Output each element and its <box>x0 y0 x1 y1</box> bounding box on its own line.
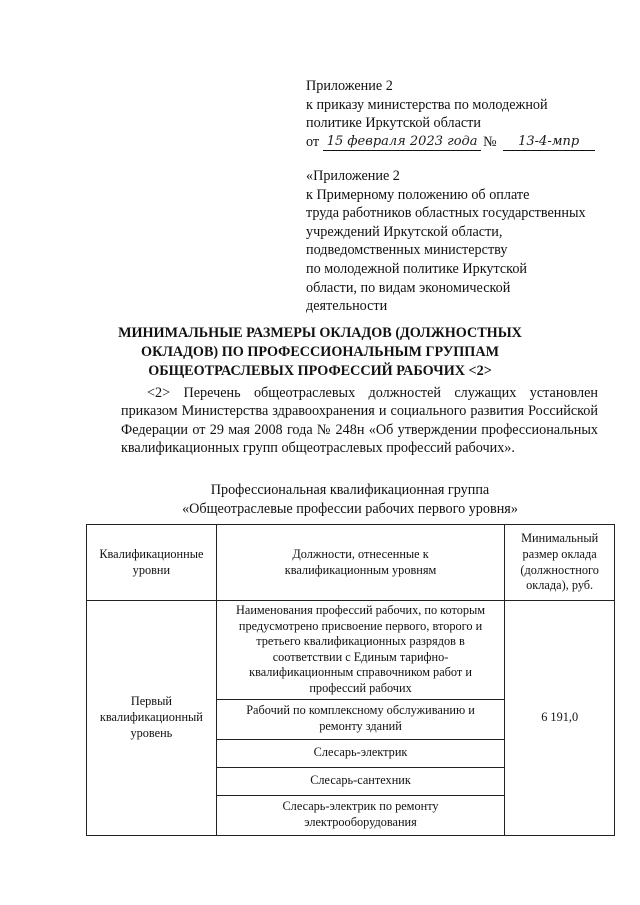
position-cell <box>216 767 505 795</box>
position-text: Слесарь-электрик <box>313 745 408 760</box>
appendix-line: к приказу министерства по молодежной <box>306 96 548 113</box>
level-text: квалификационный <box>99 709 203 724</box>
note-line: <2> Перечень общеотраслевых должностей служащих установлен <box>147 385 598 401</box>
note-line: квалификационных групп общеотраслевых профессий рабочих». <box>121 440 515 457</box>
title-line: МИНИМАЛЬНЫЕ РАЗМЕРЫ ОКЛАДОВ (ДОЛЖНОСТНЫХ <box>118 325 522 341</box>
group-line: Профессиональная квалификационная группа <box>210 482 490 498</box>
position-text: квалификационным справочником работ и <box>249 665 472 680</box>
header-text: Должности, отнесенные к <box>292 546 429 561</box>
position-cell <box>216 601 505 700</box>
reference-line: «Приложение 2 <box>306 168 400 184</box>
handwritten-date: 15 февраля 2023 года <box>323 134 481 151</box>
group-heading <box>0 481 640 518</box>
regulation-reference <box>306 167 586 316</box>
salary-cell: 6 191,0 <box>505 601 615 836</box>
appendix-line: Приложение 2 <box>306 78 393 94</box>
header-positions <box>216 525 505 601</box>
appendix-header <box>306 77 595 151</box>
header-text: Квалификационные <box>99 546 204 561</box>
appendix-line: политике Иркутской области <box>306 115 481 132</box>
reference-line: деятельности <box>306 298 388 315</box>
note-line: приказом Министерства здравоохранения и социального развития Российской <box>121 403 598 420</box>
position-text: профессий рабочих <box>309 680 412 695</box>
reference-line: области, по видам экономической <box>306 279 511 296</box>
header-text: оклада), руб. <box>526 578 594 593</box>
position-text: ремонту зданий <box>319 719 402 734</box>
position-text: Слесарь-электрик по ремонту <box>282 799 439 814</box>
title-line: ОБЩЕОТРАСЛЕВЫХ ПРОФЕССИЙ РАБОЧИХ <2> <box>148 363 492 379</box>
level-text: Первый <box>130 694 172 709</box>
group-line: «Общеотраслевые профессии рабочих первого уровня» <box>182 500 518 517</box>
header-text: (должностного <box>520 562 599 577</box>
header-salary <box>505 525 615 601</box>
level-text: уровень <box>130 725 173 740</box>
reference-line: учреждений Иркутской области, <box>306 223 503 240</box>
position-text: третьего квалификационных разрядов в <box>256 634 465 649</box>
note-line: Федерации от 29 мая 2008 года № 248н «Об утверждении профессиональных <box>121 421 598 438</box>
footnote-paragraph <box>121 384 598 458</box>
position-cell <box>216 699 505 739</box>
header-text: размер оклада <box>522 546 597 561</box>
header-text: квалификационным уровням <box>284 562 437 577</box>
table-row <box>87 601 615 700</box>
table-header-row <box>87 525 615 601</box>
position-text: Рабочий по комплексному обслуживанию и <box>246 703 475 718</box>
number-label: № <box>483 133 497 150</box>
from-label: от <box>306 133 320 150</box>
position-text: электрооборудования <box>304 815 417 830</box>
header-text: Минимальный <box>521 531 599 546</box>
reference-line: подведомственных министерству <box>306 242 508 259</box>
header-levels <box>87 525 217 601</box>
document-title <box>0 324 640 381</box>
position-cell <box>216 795 505 835</box>
date-number-line <box>306 133 595 152</box>
header-text: уровни <box>132 562 171 577</box>
position-text: Наименования профессий рабочих, по которым <box>235 603 486 617</box>
level-cell <box>87 601 217 836</box>
reference-line: по молодежной политике Иркутской <box>306 260 528 277</box>
position-text: Слесарь-сантехник <box>310 773 411 788</box>
reference-line: к Примерному положению об оплате <box>306 186 530 203</box>
position-text: предусмотрено присвоение первого, второго и <box>238 618 483 633</box>
handwritten-number: 13-4-мпр <box>503 134 595 151</box>
salary-table <box>86 524 615 836</box>
position-cell <box>216 739 505 767</box>
position-text: соответствии с Единым тарифно- <box>272 649 449 664</box>
title-line: ОКЛАДОВ) ПО ПРОФЕССИОНАЛЬНЫМ ГРУППАМ <box>141 344 499 360</box>
reference-line: труда работников областных государственных <box>306 205 586 222</box>
